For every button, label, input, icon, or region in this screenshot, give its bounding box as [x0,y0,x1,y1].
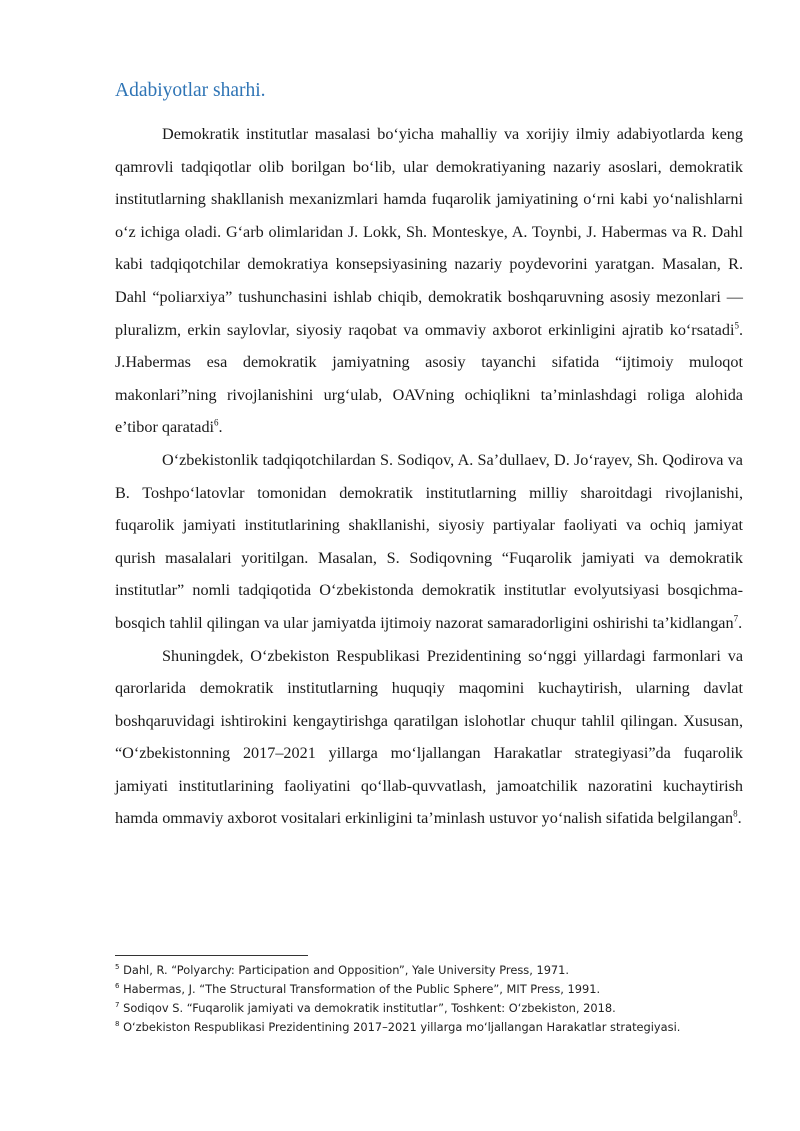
paragraph-1-text-b: . J.Habermas esa demokratik jamiyatning asosiy tayanchi sifatida “ijtimoiy muloqot makonlari”ning rivojlanishini urg‘ulab, OAVning ochiqlikni ta’minlashdagi roliga alohida e’tibor qaratadi [115,320,743,437]
footnote-8: $^8$ O‘zbekiston Respublikasi Prezidentining 2017–2021 yillarga mo‘ljallangan Harakatlar strategiyasi. [115,1020,681,1034]
footnote-ref-6[interactable]: 6 [214,417,219,428]
paragraph-3-end: . [737,809,742,828]
footnote-ref-5[interactable]: 5 [734,320,739,331]
paragraph-2 [115,444,743,640]
paragraph-2-text: O‘zbekistonlik tadqiqotchilardan S. Sodiqov, A. Sa’dullaev, D. Jo‘rayev, Sh. Qodirova va B. Toshpo‘latovlar tomonidan demokratik institutlarning milliy sharoitdagi rivojlanishi, fuqarolik jamiyati institutlarining shakllanishi, siyosiy partiyalar faoliyati va ochiq jamiyat qurish masalalari yoritilgan. Masalan, S. Sodiqovning “Fuqarolik jamiyati va demokratik institutlar” nomli tadqiqotida O‘zbekistonda demokratik institutlar evolyutsiyasi bosqichma-bosqich tahlil qilingan va ular jamiyatda ijtimoiy nazorat samaradorligini oshirishi ta’kidlangan [115,450,743,632]
paragraph-3 [115,640,743,836]
footnotes [115,961,715,1037]
paragraph-3-text: Shuningdek, O‘zbekiston Respublikasi Prezidentining so‘nggi yillardagi farmonlari va qarorlarida demokratik institutlarning huquqiy maqomini kuchaytirish, ularning davlat boshqaruvidagi ishtirokini kengaytirishga qaratilgan islohotlar chuqur tahlil qilingan. Xususan, “O‘zbekistonning 2017–2021 yillarga mo‘ljallangan Harakatlar strategiyasi”da fuqarolik jamiyati institutlarining faoliyatini qo‘llab-quvvatlash, jamoatchilik nazoratini kuchaytirish hamda ommaviy axborot vositalari erkinligini ta’minlash ustuvor yo‘nalish sifatida belgilangan [115,646,743,828]
paragraph-1-text-a: Demokratik institutlar masalasi bo‘yicha mahalliy va xorijiy ilmiy adabiyotlarda keng qamrovli tadqiqotlar olib borilgan bo‘lib, ular demokratiyaning nazariy asoslari, demokratik institutlarning shakllanish mexanizmlari hamda fuqarolik jamiyatining o‘rni kabi yo‘nalishlarni o‘z ichiga oladi. G‘arb olimlaridan J. Lokk, Sh. Monteskye, A. Toynbi, J. Habermas va R. Dahl kabi tadqiqotchilar demokratiya konsepsiyasining nazariy poydevorini yaratgan. Masalan, R. Dahl “poliarxiya” tushunchasini ishlab chiqib, demokratik boshqaruvning asosiy mezonlari — pluralizm, erkin saylovlar, siyosiy raqobat va ommaviy axborot erkinligini ajratib ko‘rsatadi [115,125,743,339]
paragraph-1-end: . [218,418,223,437]
section-heading: Adabiyotlar sharhi. [115,80,266,101]
document-body [115,78,743,835]
paragraph-2-end: . [738,613,743,632]
footnote-5: $^5$ Dahl, R. “Polyarchy: Participation and Opposition”, Yale University Press, 1971. [115,963,570,977]
footnote-6: $^6$ Habermas, J. “The Structural Transformation of the Public Sphere”, MIT Press, 1991. [115,982,601,996]
paragraph-1 [115,118,743,444]
footnote-ref-8[interactable]: 8 [733,809,738,820]
footnote-separator [115,955,308,956]
footnote-ref-7[interactable]: 7 [733,613,739,624]
footnote-7: $^7$ Sodiqov S. “Fuqarolik jamiyati va demokratik institutlar”, Toshkent: O‘zbekiston, 2018. [115,1001,616,1015]
